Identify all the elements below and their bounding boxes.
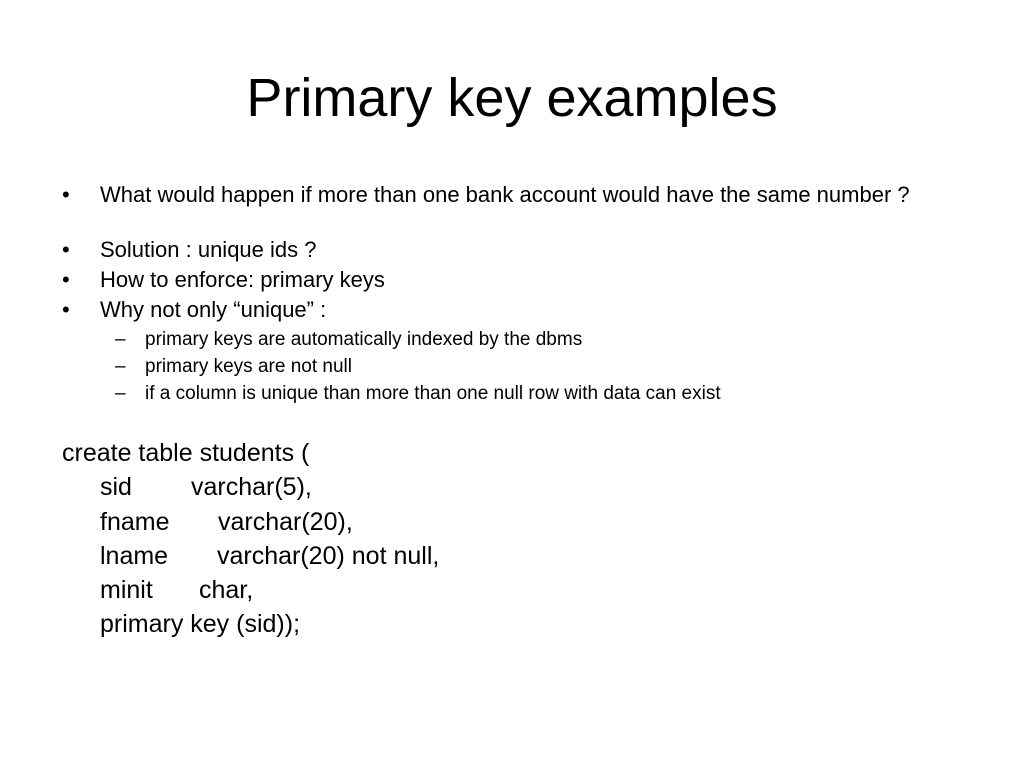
- bullet-item: [62, 183, 962, 233]
- bullet-marker: •: [62, 237, 70, 262]
- column-type: varchar(5),: [191, 473, 312, 501]
- sub-bullet-text: primary keys are not null: [145, 356, 352, 377]
- column-type: varchar(20),: [218, 508, 353, 536]
- column-name: sid: [100, 473, 132, 501]
- bullet-marker: •: [62, 182, 70, 207]
- column-type: varchar(20) not null,: [217, 542, 440, 570]
- bullet-marker: •: [62, 297, 70, 322]
- sub-bullet-marker: –: [115, 329, 126, 350]
- slide-title: Primary key examples: [246, 68, 778, 128]
- column-type: char,: [199, 576, 254, 604]
- bullet-text: Why not only “unique” :: [100, 297, 327, 322]
- bullet-text: What would happen if more than one bank account would have the same number ?: [100, 182, 910, 207]
- column-name: lname: [100, 542, 169, 570]
- code-footer: primary key (sid));: [100, 610, 301, 638]
- code-header: create table students (: [62, 439, 310, 467]
- bullet-text: How to enforce: primary keys: [100, 267, 385, 292]
- sub-bullet-text: if a column is unique than more than one null row with data can exist: [145, 383, 721, 404]
- bullet-marker: •: [62, 267, 70, 292]
- sub-bullet-marker: –: [115, 356, 126, 377]
- column-name: fname: [100, 508, 170, 536]
- sub-bullet-text: primary keys are automatically indexed by the dbms: [145, 329, 583, 350]
- bullet-text: Solution : unique ids ?: [100, 237, 317, 262]
- column-name: minit: [100, 576, 153, 604]
- sub-bullet-marker: –: [115, 383, 126, 404]
